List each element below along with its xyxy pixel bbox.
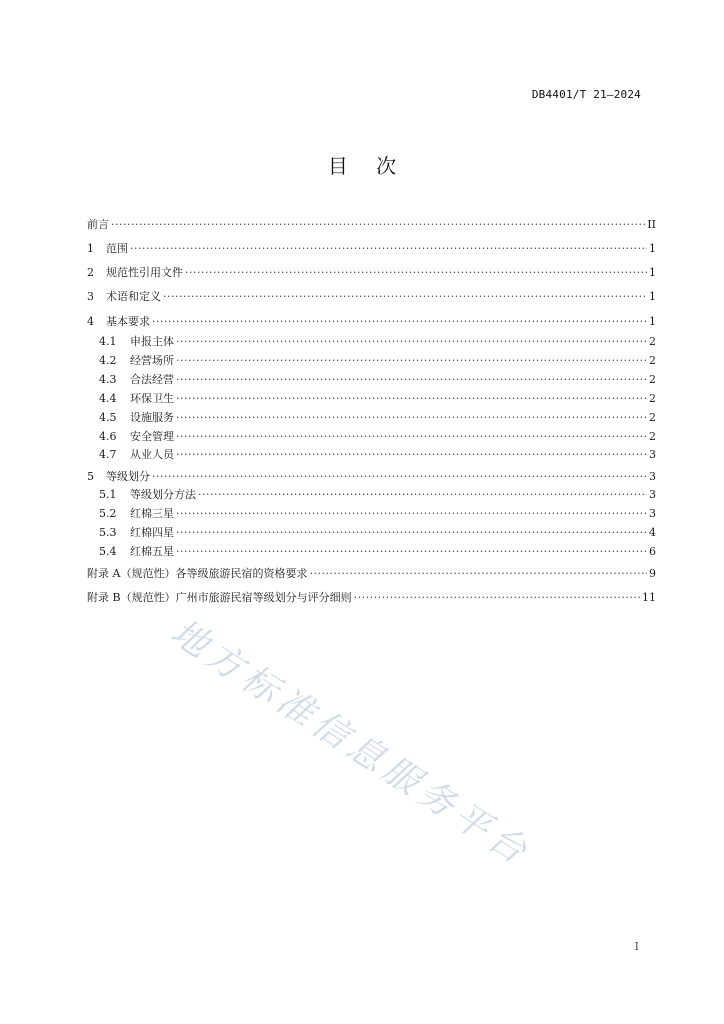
toc-entry-number: 4.1 <box>99 335 117 348</box>
toc-entry-page: 2 <box>649 354 656 367</box>
toc-entry[interactable] <box>99 544 656 560</box>
toc-entry-number: 4.4 <box>99 392 117 405</box>
toc-leader-dots <box>176 372 647 388</box>
toc-entry[interactable] <box>87 566 656 582</box>
toc-entry-number: 5 <box>87 470 94 483</box>
toc-entry-label: 合法经营 <box>130 373 174 386</box>
toc-leader-dots <box>152 314 647 330</box>
toc-leader-dots <box>163 289 647 305</box>
toc-entry-number: 4.6 <box>99 430 117 443</box>
toc-entry[interactable] <box>99 372 656 388</box>
toc-entry-number: 5.4 <box>99 545 117 558</box>
toc-entry-number: 4.3 <box>99 373 117 386</box>
toc-leader-dots <box>185 265 647 281</box>
toc-leader-dots <box>130 241 647 257</box>
toc-entry-page: 3 <box>649 488 656 501</box>
toc-entry-page: 2 <box>649 335 656 348</box>
toc-entry-number: 5.1 <box>99 488 117 501</box>
toc-entry-page: 3 <box>649 448 656 461</box>
toc-leader-dots <box>176 525 647 541</box>
toc-entry-label: 附录 A（规范性）各等级旅游民宿的资格要求 <box>87 567 308 580</box>
toc-entry-number: 2 <box>87 266 94 279</box>
toc-leader-dots <box>176 334 647 350</box>
toc-entry-label: 基本要求 <box>106 315 150 328</box>
toc-entry-label: 红棉五星 <box>130 545 174 558</box>
toc-entry[interactable] <box>99 447 656 463</box>
page-number: I <box>634 940 639 953</box>
toc-entry-label: 前言 <box>87 218 109 231</box>
toc-entry-page: 1 <box>649 266 656 279</box>
toc-leader-dots <box>111 217 645 233</box>
toc-entry-page: 1 <box>649 242 656 255</box>
toc-leader-dots <box>176 410 647 426</box>
toc-entry-page: 11 <box>642 591 656 604</box>
toc-entry-page: 9 <box>649 567 656 580</box>
toc-leader-dots <box>176 447 647 463</box>
title-char-2: 次 <box>376 154 397 178</box>
page-title <box>0 150 724 179</box>
toc-entry-label: 范围 <box>106 242 128 255</box>
toc-entry-label: 等级划分方法 <box>130 488 196 501</box>
toc-entry-page: 3 <box>649 507 656 520</box>
toc-entry[interactable] <box>99 525 656 541</box>
toc-entry-page: 1 <box>649 290 656 303</box>
watermark-text: 地方标准信息服务平台 <box>163 611 538 875</box>
toc-leader-dots <box>176 544 647 560</box>
toc-entry-page: II <box>647 218 656 231</box>
toc-entry-number: 5.2 <box>99 507 117 520</box>
toc-entry[interactable] <box>99 334 656 350</box>
toc-entry[interactable] <box>99 506 656 522</box>
toc-entry[interactable] <box>87 289 656 305</box>
toc-entry-number: 1 <box>87 242 94 255</box>
toc-entry-label: 红棉三星 <box>130 507 174 520</box>
toc-entry-page: 1 <box>649 315 656 328</box>
toc-entry[interactable] <box>99 353 656 369</box>
toc-entry-number: 4.2 <box>99 354 117 367</box>
toc-leader-dots <box>176 429 647 445</box>
toc-entry-label: 经营场所 <box>130 354 174 367</box>
toc-entry[interactable] <box>99 429 656 445</box>
toc-entry-label: 等级划分 <box>106 470 150 483</box>
toc-entry-label: 设施服务 <box>130 411 174 424</box>
toc-entry-number: 3 <box>87 290 94 303</box>
toc-entry[interactable] <box>99 391 656 407</box>
toc-entry-label: 红棉四星 <box>130 526 174 539</box>
toc-leader-dots <box>176 506 647 522</box>
toc-entry-page: 2 <box>649 411 656 424</box>
toc-entry-page: 3 <box>649 470 656 483</box>
toc-entry[interactable] <box>87 590 656 606</box>
toc-entry-label: 申报主体 <box>130 335 174 348</box>
toc-leader-dots <box>176 391 647 407</box>
document-code: DB4401/T 21—2024 <box>531 88 641 101</box>
title-char-1: 目 <box>327 154 348 178</box>
toc-leader-dots <box>176 353 647 369</box>
toc-leader-dots <box>354 590 640 606</box>
toc-entry[interactable] <box>87 314 656 330</box>
toc-leader-dots <box>309 566 647 582</box>
toc-entry[interactable] <box>87 241 656 257</box>
toc-entry-number: 5.3 <box>99 526 117 539</box>
toc-entry[interactable] <box>87 469 656 485</box>
toc-entry-page: 6 <box>649 545 656 558</box>
toc-leader-dots <box>198 487 647 503</box>
toc-entry-page: 2 <box>649 430 656 443</box>
toc-leader-dots <box>152 469 647 485</box>
toc-entry[interactable] <box>87 265 656 281</box>
toc-entry-label: 规范性引用文件 <box>106 266 183 279</box>
toc-entry-label: 术语和定义 <box>106 290 161 303</box>
toc-entry-number: 4 <box>87 315 94 328</box>
toc-entry-label: 从业人员 <box>130 448 174 461</box>
toc-entry-page: 2 <box>649 373 656 386</box>
toc-entry[interactable] <box>99 410 656 426</box>
toc-entry[interactable] <box>87 217 656 233</box>
toc-entry-label: 安全管理 <box>130 430 174 443</box>
toc-entry-number: 4.7 <box>99 448 117 461</box>
toc-entry-label: 环保卫生 <box>130 392 174 405</box>
toc-entry-page: 4 <box>649 526 656 539</box>
toc-entry-page: 2 <box>649 392 656 405</box>
toc-entry-number: 4.5 <box>99 411 117 424</box>
toc-entry[interactable] <box>99 487 656 503</box>
toc-entry-label: 附录 B（规范性）广州市旅游民宿等级划分与评分细则 <box>87 591 352 604</box>
